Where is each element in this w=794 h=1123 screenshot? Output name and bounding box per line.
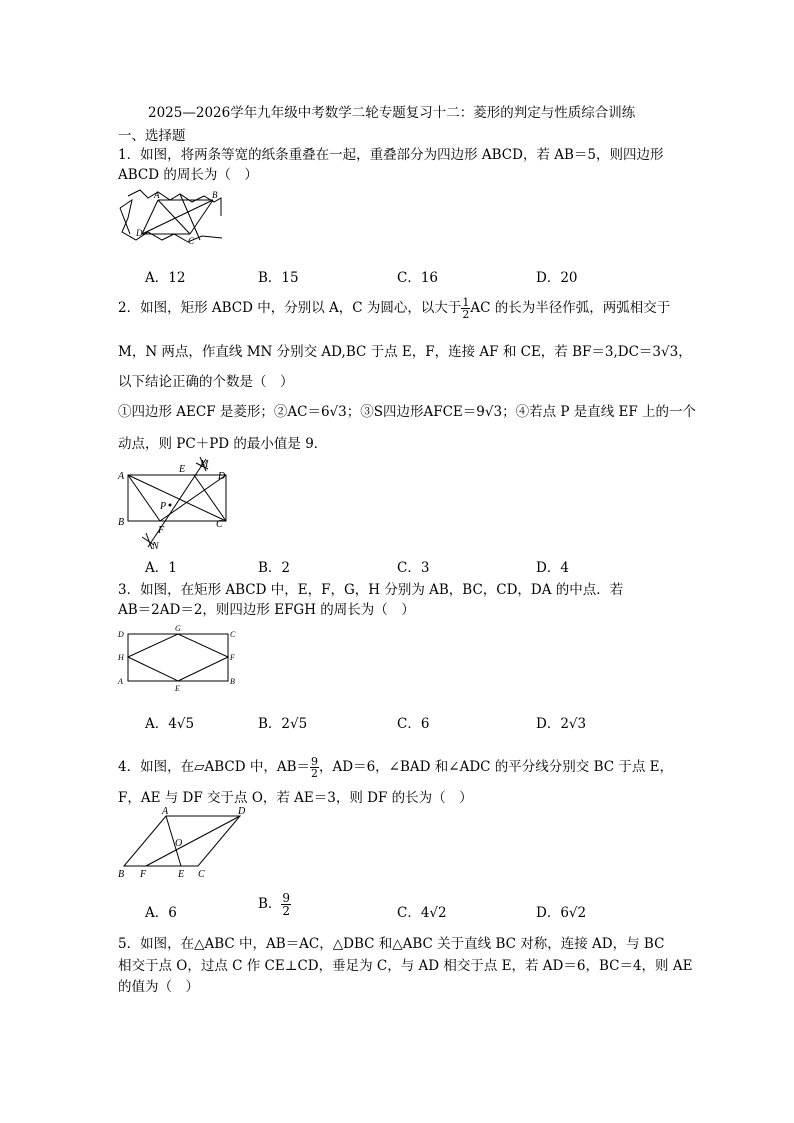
q1-line1: 1．如图，将两条等宽的纸条重叠在一起，重叠部分为四边形 ABCD，若 AB＝5，则四边形 (118, 147, 664, 163)
q4-line1 (118, 755, 673, 779)
q3-option-a[interactable]: A．4√5 (145, 716, 195, 732)
q4-option-a[interactable]: A．6 (145, 905, 177, 921)
q2-option-a[interactable]: A．1 (145, 560, 177, 576)
q4-label-d: D (238, 806, 246, 817)
q4-label-e: E (178, 869, 185, 880)
q1-label-b: B (212, 190, 218, 200)
q3-option-d[interactable]: D．2√3 (536, 716, 587, 732)
q5-line1: 5．如图，在△ABC 中，AB＝AC，△DBC 和△ABC 关于直线 BC 对称，连接 AD，与 BC (118, 936, 665, 952)
q4-line2: F，AE 与 DF 交于点 O，若 AE＝3，则 DF 的长为（ ） (118, 790, 473, 806)
q5-line3: 的值为（ ） (118, 979, 199, 995)
q1-label-d: D (136, 228, 143, 238)
q2-label-b: B (118, 517, 125, 528)
q2-line1-post: AC 的长为半径作弧，两弧相交于 (470, 300, 671, 316)
q2-option-c[interactable]: C．3 (397, 560, 430, 576)
q3-figure (116, 624, 240, 694)
page-title: 2025—2026学年九年级中考数学二轮专题复习十二：菱形的判定与性质综合训练 (148, 105, 636, 121)
q4-label-f: F (140, 869, 147, 880)
q3-line1: 3．如图，在矩形 ABCD 中，E，F，G，H 分别为 AB，BC，CD，DA 的中点．若 (118, 582, 624, 598)
q4-line1-pre: 4．如图，在▱ABCD 中，AB＝ (118, 759, 311, 775)
q2-figure (116, 455, 236, 555)
q2-label-d: D (218, 471, 226, 482)
q3-label-g: G (175, 624, 181, 633)
q2-frac-num: 1 (462, 296, 470, 309)
q3-label-e: E (175, 684, 180, 693)
q4-label-c: C (198, 869, 205, 880)
q2-option-b[interactable]: B．2 (258, 560, 291, 576)
q4-label-o: O (175, 838, 183, 849)
q3-label-b: B (230, 677, 235, 686)
q3-label-f: F (230, 653, 235, 662)
q2-line2: M，N 两点，作直线 MN 分别交 AD,BC 于点 E，F，连接 AF 和 CE，若 BF＝3,DC＝3√3， (118, 344, 692, 360)
q2-line1-pre: 2．如图，矩形 ABCD 中，分别以 A，C 为圆心，以大于 (118, 300, 462, 316)
q2-label-c: C (216, 519, 223, 530)
q3-label-d: D (118, 630, 124, 639)
q4-frac-num: 9 (311, 755, 319, 768)
q4-option-b-fraction (281, 892, 291, 917)
q2-label-p: P (160, 501, 167, 512)
q3-line2: AB＝2AD＝2，则四边形 EFGH 的周长为（ ） (118, 602, 415, 618)
q2-label-m: M (200, 459, 209, 470)
q4-label-b: B (118, 869, 125, 880)
q1-line2: ABCD 的周长为（ ） (118, 167, 258, 183)
q4-label-a: A (162, 806, 169, 817)
q3-label-c: C (230, 630, 236, 639)
q4-line1-post: ，AD＝6，∠BAD 和∠ADC 的平分线分别交 BC 于点 E， (319, 759, 674, 775)
q2-label-a: A (118, 471, 125, 482)
q4-optb-num: 9 (282, 891, 291, 905)
q1-option-a[interactable]: A．12 (145, 270, 186, 286)
q1-option-d[interactable]: D．20 (536, 270, 578, 286)
q4-fraction (310, 756, 319, 779)
section-heading: 一、选择题 (118, 128, 186, 144)
q1-label-a: A (154, 190, 160, 200)
q1-figure (118, 188, 228, 246)
q2-line1 (118, 296, 670, 320)
q2-line4: ①四边形 AECF 是菱形；②AC＝6√3；③S四边形AFCE＝9√3；④若点 P 是直线 EF 上的一个 (118, 404, 697, 420)
q4-option-d[interactable]: D．6√2 (536, 905, 587, 921)
q4-optb-den: 2 (282, 904, 291, 918)
q3-label-h: H (118, 653, 124, 662)
q2-label-e: E (179, 464, 186, 475)
q2-frac-den: 2 (462, 308, 470, 321)
q4-option-b[interactable] (258, 892, 291, 917)
q3-option-b[interactable]: B．2√5 (258, 716, 308, 732)
q3-option-c[interactable]: C．6 (397, 716, 430, 732)
q1-option-c[interactable]: C．16 (397, 270, 439, 286)
q4-frac-den: 2 (311, 767, 319, 780)
q2-line5: 动点，则 PC＋PD 的最小值是 9． (118, 436, 328, 452)
q4-figure (116, 806, 256, 882)
q4-option-c[interactable]: C．4√2 (397, 905, 447, 921)
q5-line2: 相交于点 O，过点 C 作 CE⊥CD，垂足为 C，与 AD 相交于点 E，若 AD＝6，BC＝4，则 AE (118, 958, 693, 974)
q3-label-a: A (118, 677, 123, 686)
q2-line3: 以下结论正确的个数是（ ） (118, 374, 294, 390)
q1-option-b[interactable]: B．15 (258, 270, 299, 286)
q4-option-b-label: B． (258, 896, 282, 912)
q2-label-n: N (152, 541, 159, 552)
q1-label-c: C (188, 236, 195, 246)
q2-label-f: F (158, 525, 165, 536)
q2-option-d[interactable]: D．4 (536, 560, 569, 576)
